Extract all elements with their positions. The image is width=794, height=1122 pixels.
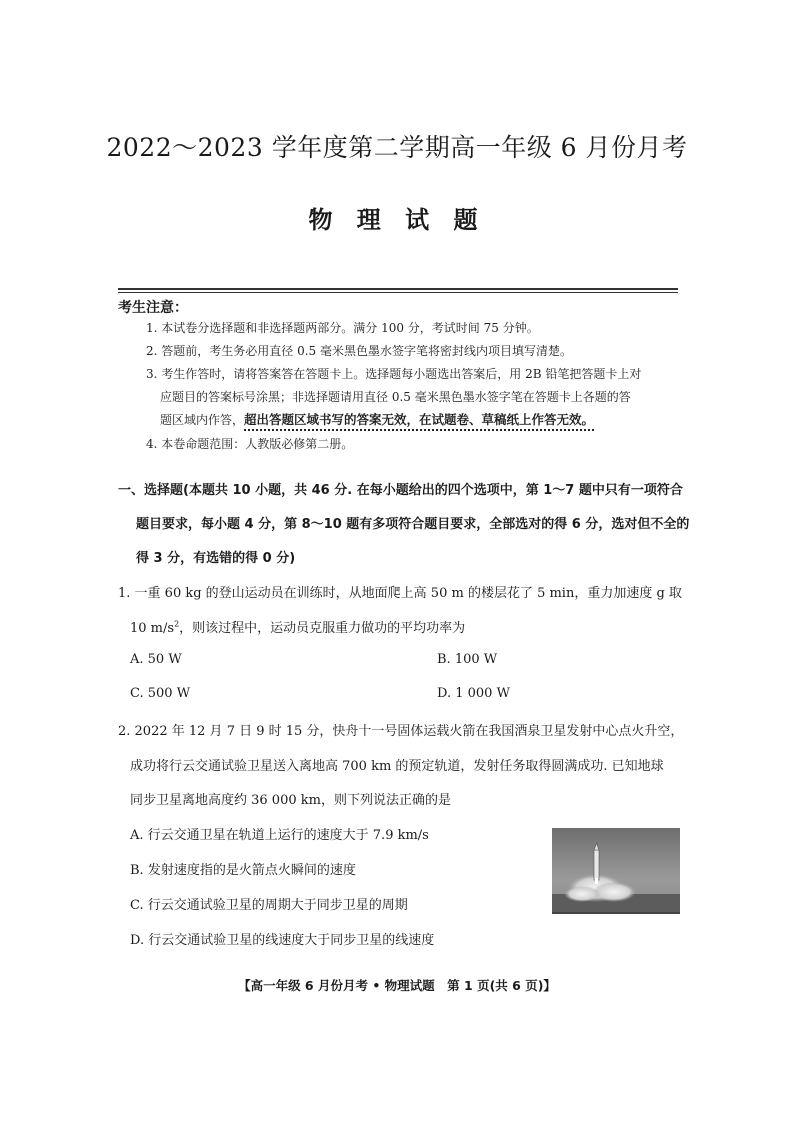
q1-stem-tail: ，则该过程中，运动员克服重力做功的平均功率为 [179, 621, 466, 636]
q1-option-d: D. 1 000 W [437, 686, 510, 701]
notice-item-3-end [160, 412, 594, 428]
exam-subtitle: 物 理 试 题 [308, 206, 486, 234]
notice-item-1: 1. 本试卷分选择题和非选择题两部分。满分 100 分，考试时间 75 分钟。 [146, 321, 539, 335]
section-heading-line-3: 得 3 分，有选错的得 0 分) [136, 551, 296, 566]
q1-stem-line-2 [130, 617, 465, 636]
q1-option-c: C. 500 W [130, 686, 191, 701]
notice-item-3-tail: 题区域内作答， [160, 413, 245, 427]
divider-thick [118, 288, 678, 290]
notice-item-3-cont: 应题目的答案标号涂黑；非选择题请用直径 0.5 毫米黑色墨水签字笔在答题卡上各题的答 [160, 390, 631, 404]
q1-stem-line-1: 1. 一重 60 kg 的登山运动员在训练时，从地面爬上高 50 m 的楼层花了 5 min，重力加速度 g 取 [118, 586, 682, 601]
q2-stem-line-2: 成功将行云交通试验卫星送入离地高 700 km 的预定轨道，发射任务取得圆满成功. 已知地球 [130, 759, 664, 774]
q1-unit-exponent: 2 [174, 619, 180, 629]
q2-option-b: B. 发射速度指的是火箭点火瞬间的速度 [130, 863, 356, 878]
q2-option-c: C. 行云交通试验卫星的周期大于同步卫星的周期 [130, 898, 408, 913]
notice-emphasis: 超出答题区域书写的答案无效，在试题卷、草稿纸上作答无效。 [244, 412, 595, 427]
exam-title: 2022～2023 学年度第二学期高一年级 6 月份月考 [106, 133, 688, 162]
notice-item-3: 3. 考生作答时，请将答案答在答题卡上。选择题每小题选出答案后，用 2B 铅笔把答题卡上对 [146, 367, 642, 381]
notice-item-2: 2. 答题前，考生务必用直径 0.5 毫米黑色墨水签字笔将密封线内项目填写清楚。 [146, 344, 572, 358]
q2-option-a: A. 行云交通卫星在轨道上运行的速度大于 7.9 km/s [130, 828, 429, 843]
q1-option-a: A. 50 W [130, 652, 182, 667]
q2-stem-line-3: 同步卫星离地高度约 36 000 km，则下列说法正确的是 [130, 793, 451, 808]
q2-option-d: D. 行云交通试验卫星的线速度大于同步卫星的线速度 [130, 933, 435, 948]
notice-item-4: 4. 本卷命题范围：人教版必修第二册。 [146, 437, 354, 451]
divider-thin [118, 292, 678, 293]
q1-option-b: B. 100 W [437, 652, 498, 667]
q2-stem-line-1: 2. 2022 年 12 月 7 日 9 时 15 分，快舟十一号固体运载火箭在我国酒泉卫星发射中心点火升空， [118, 724, 684, 739]
notice-heading: 考生注意： [118, 300, 188, 316]
page-footer: 【高一年级 6 月份月考 • 物理试题 第 1 页(共 6 页)】 [238, 978, 556, 993]
section-heading-line-2: 题目要求，每小题 4 分，第 8～10 题有多项符合题目要求，全部选对的得 6 分，选对但不全的 [136, 517, 690, 532]
section-heading-line-1: 一、选择题(本题共 10 小题，共 46 分. 在每小题给出的四个选项中，第 1～7 题中只有一项符合 [118, 483, 683, 498]
q1-unit: 10 m/s [130, 621, 175, 636]
rocket-launch-photo [552, 828, 680, 914]
